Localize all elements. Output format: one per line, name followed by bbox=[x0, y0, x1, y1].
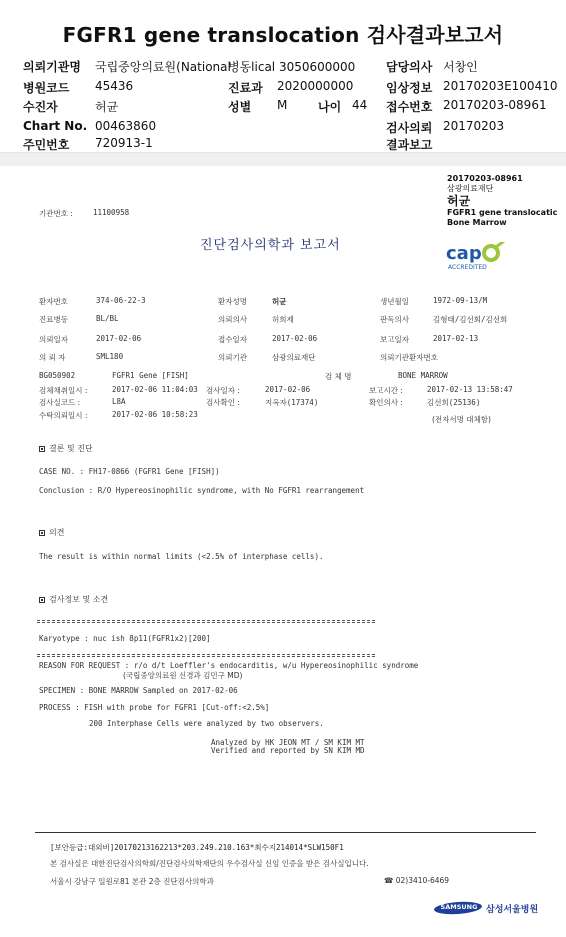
patient-r2-value-c: 김형태/김선회/김선희 bbox=[433, 315, 508, 324]
rrn-value: 720913-1 bbox=[95, 136, 153, 150]
verifier-label: 확인의사 : bbox=[369, 398, 403, 407]
lab-report-title: 진단검사의학과 보고서 bbox=[200, 238, 341, 253]
patient-r3-value-b: 2017-02-06 bbox=[272, 334, 318, 343]
confirm-label: 검사확인 : bbox=[206, 398, 240, 407]
patient-r4-value-a: SML180 bbox=[96, 352, 124, 361]
patient-r1-value-b: 허균 bbox=[272, 297, 287, 306]
clinical-info-value: 20170203E100410 bbox=[443, 79, 558, 93]
section-bullet-icon bbox=[39, 446, 45, 452]
lab-phone: ☎ 02)3410-6469 bbox=[384, 876, 450, 885]
hospital-name: 삼성서울병원 bbox=[486, 905, 539, 915]
karyotype: Karyotype : nuc ish 8p11(FGFR1x2)[200] bbox=[39, 634, 211, 643]
examinee-label: 수진자 bbox=[23, 100, 58, 114]
specimen-line: SPECIMEN : BONE MARROW Sampled on 2017-02-06 bbox=[39, 686, 238, 695]
patient-r2-value-a: BL/BL bbox=[96, 314, 119, 323]
room-label: 검사실코드 : bbox=[39, 398, 81, 407]
patient-r4-value-b: 삼광의료재단 bbox=[272, 353, 316, 362]
examinee-value: 허균 bbox=[95, 100, 119, 114]
age-label: 나이 bbox=[318, 100, 342, 114]
verifier-value: 김선희(25136) bbox=[427, 398, 481, 407]
samsung-text: SAMSUNG bbox=[440, 903, 478, 911]
test-date-value: 2017-02-06 bbox=[265, 385, 311, 394]
patient-r3-label-c: 보고일자 bbox=[380, 335, 409, 344]
footer-rule bbox=[35, 832, 536, 833]
confirm-value: 지옥자(17374) bbox=[265, 398, 319, 407]
stamp-name: 허균 bbox=[447, 194, 471, 208]
section-bullet-icon bbox=[39, 530, 45, 536]
test-name: FGFR1 Gene [FISH] bbox=[112, 371, 189, 380]
report-title: FGFR1 gene translocation 검사결과보고서 bbox=[62, 23, 504, 47]
section-conclusion-title: 결론 및 진단 bbox=[39, 443, 93, 454]
cap-accredited-logo bbox=[444, 242, 510, 274]
inst-no-value: 11100958 bbox=[93, 208, 130, 217]
report-time-label: 보고시간 : bbox=[369, 386, 403, 395]
requester-inst-label: 의뢰기관명 bbox=[23, 60, 81, 74]
patient-r1-label-a: 환자번호 bbox=[39, 297, 68, 306]
collect-value: 2017-02-06 11:04:03 bbox=[112, 385, 198, 394]
opinion-text: The result is within normal limits (<2.5% of interphase cells). bbox=[39, 552, 324, 561]
test-code: BG050902 bbox=[39, 371, 76, 380]
stamp-lab: 삼광의료재단 bbox=[447, 184, 494, 193]
patient-r1-value-a: 374-06-22-3 bbox=[96, 296, 146, 305]
receive-value: 2017-02-06 10:58:23 bbox=[112, 410, 198, 419]
patient-r2-label-c: 판독의사 bbox=[380, 315, 409, 324]
conclusion: Conclusion : R/O Hypereosinophilic syndrome, with No FGFR1 rearrangement bbox=[39, 486, 365, 495]
age-value: 44 bbox=[352, 98, 368, 112]
patient-r1-value-c: 1972-09-13/M bbox=[433, 296, 488, 305]
test-date-label: 검사일자 : bbox=[206, 386, 240, 395]
patient-r3-value-a: 2017-02-06 bbox=[96, 334, 142, 343]
patient-r4-label-c: 의뢰기관환자번호 bbox=[380, 353, 438, 362]
patient-r1-label-c: 생년월일 bbox=[380, 297, 409, 306]
stamp-receipt: 20170203-08961 bbox=[447, 174, 523, 183]
security-ref: [보안등급:대외비]20170213162213*203.249.210.163*최수지214014*SLW150F1 bbox=[50, 843, 344, 852]
hospital-code-label: 병원코드 bbox=[23, 81, 70, 95]
chart-no-label: Chart No. bbox=[23, 119, 88, 133]
inst-no-label: 기관번호 : bbox=[39, 209, 73, 218]
patient-r3-label-b: 접수일자 bbox=[218, 335, 247, 344]
rrn-label: 주민번호 bbox=[23, 138, 70, 152]
doctor-value: 서창인 bbox=[443, 60, 478, 74]
separator-band bbox=[0, 152, 566, 166]
reason-requester: (국립중앙의료원 신경과 김민구 MD) bbox=[123, 671, 243, 680]
patient-r2-label-a: 진료병동 bbox=[39, 315, 68, 324]
reason-for-request: REASON FOR REQUEST : r/o d/t Loeffler's endocarditis, w/u Hypereosinophilic syndrome bbox=[39, 661, 419, 670]
analyzed-by: Analyzed by HK JEON MT / SM KIM MT bbox=[211, 738, 365, 747]
patient-r2-label-b: 의뢰의사 bbox=[218, 315, 247, 324]
sex-label: 성별 bbox=[228, 100, 252, 114]
double-rule bbox=[37, 654, 375, 657]
request-date-label: 검사의뢰 bbox=[386, 121, 433, 135]
section-opinion-title: 의견 bbox=[39, 527, 64, 538]
chart-no-value: 00463860 bbox=[95, 119, 157, 133]
dept-label: 진료과 bbox=[228, 81, 263, 95]
accredited-text: ACCREDITED bbox=[448, 264, 487, 271]
verified-by: Verified and reported by SN KIM MD bbox=[211, 746, 365, 755]
accreditation-note: 본 검사실은 대한진단검사의학회/진단검사의학재단의 우수검사실 신임 인증을 받은 검사실입니다. bbox=[50, 859, 369, 868]
specimen-stamp bbox=[447, 174, 557, 228]
receipt-no-value: 20170203-08961 bbox=[443, 98, 547, 112]
report-time-value: 2017-02-13 13:58:47 bbox=[427, 385, 513, 394]
patient-r1-label-b: 환자성명 bbox=[218, 297, 247, 306]
patient-r2-value-b: 허희제 bbox=[272, 315, 294, 324]
patient-r3-label-a: 의뢰일자 bbox=[39, 335, 68, 344]
lab-address: 서울시 강남구 일원로81 본관 2층 진단검사의학과 bbox=[50, 877, 214, 886]
section-info-title: 검사정보 및 소견 bbox=[39, 594, 108, 605]
double-rule bbox=[37, 620, 375, 623]
stamp-test: FGFR1 gene translocatic bbox=[447, 208, 558, 217]
requester-inst-value-2: 병동lical 3050600000 bbox=[228, 60, 356, 74]
specimen-name-value: BONE MARROW bbox=[398, 371, 448, 380]
specimen-name-label: 검 체 명 bbox=[325, 372, 352, 381]
patient-r3-value-c: 2017-02-13 bbox=[433, 334, 479, 343]
process-detail: 200 Interphase Cells were analyzed by two observers. bbox=[89, 719, 324, 728]
room-value: L8A bbox=[112, 397, 126, 406]
case-no: CASE NO. : FH17-0866 (FGFR1 Gene [FISH]) bbox=[39, 467, 220, 476]
receive-label: 수탁의뢰일시 : bbox=[39, 411, 88, 420]
hospital-code-value: 45436 bbox=[95, 79, 134, 93]
stamp-specimen: Bone Marrow bbox=[447, 218, 507, 227]
dept-value: 2020000000 bbox=[277, 79, 354, 93]
clinical-info-label: 임상정보 bbox=[386, 81, 433, 95]
requester-inst-value: 국립중앙의료원(National bbox=[95, 60, 231, 74]
sex-value: M bbox=[277, 98, 288, 112]
doctor-label: 담당의사 bbox=[386, 60, 433, 74]
request-date-value: 20170203 bbox=[443, 119, 505, 133]
receipt-no-label: 접수번호 bbox=[386, 100, 433, 114]
cap-text: cap bbox=[446, 243, 482, 264]
process-line: PROCESS : FISH with probe for FGFR1 [Cut-off:<2.5%] bbox=[39, 703, 270, 712]
section-bullet-icon bbox=[39, 597, 45, 603]
collect-label: 검체채취일시 : bbox=[39, 386, 88, 395]
patient-r4-label-b: 의뢰기관 bbox=[218, 353, 247, 362]
esign-note: (전자서명 대체함) bbox=[432, 415, 491, 424]
patient-r4-label-a: 의 뢰 자 bbox=[39, 353, 66, 362]
result-report-label: 결과보고 bbox=[386, 138, 433, 152]
